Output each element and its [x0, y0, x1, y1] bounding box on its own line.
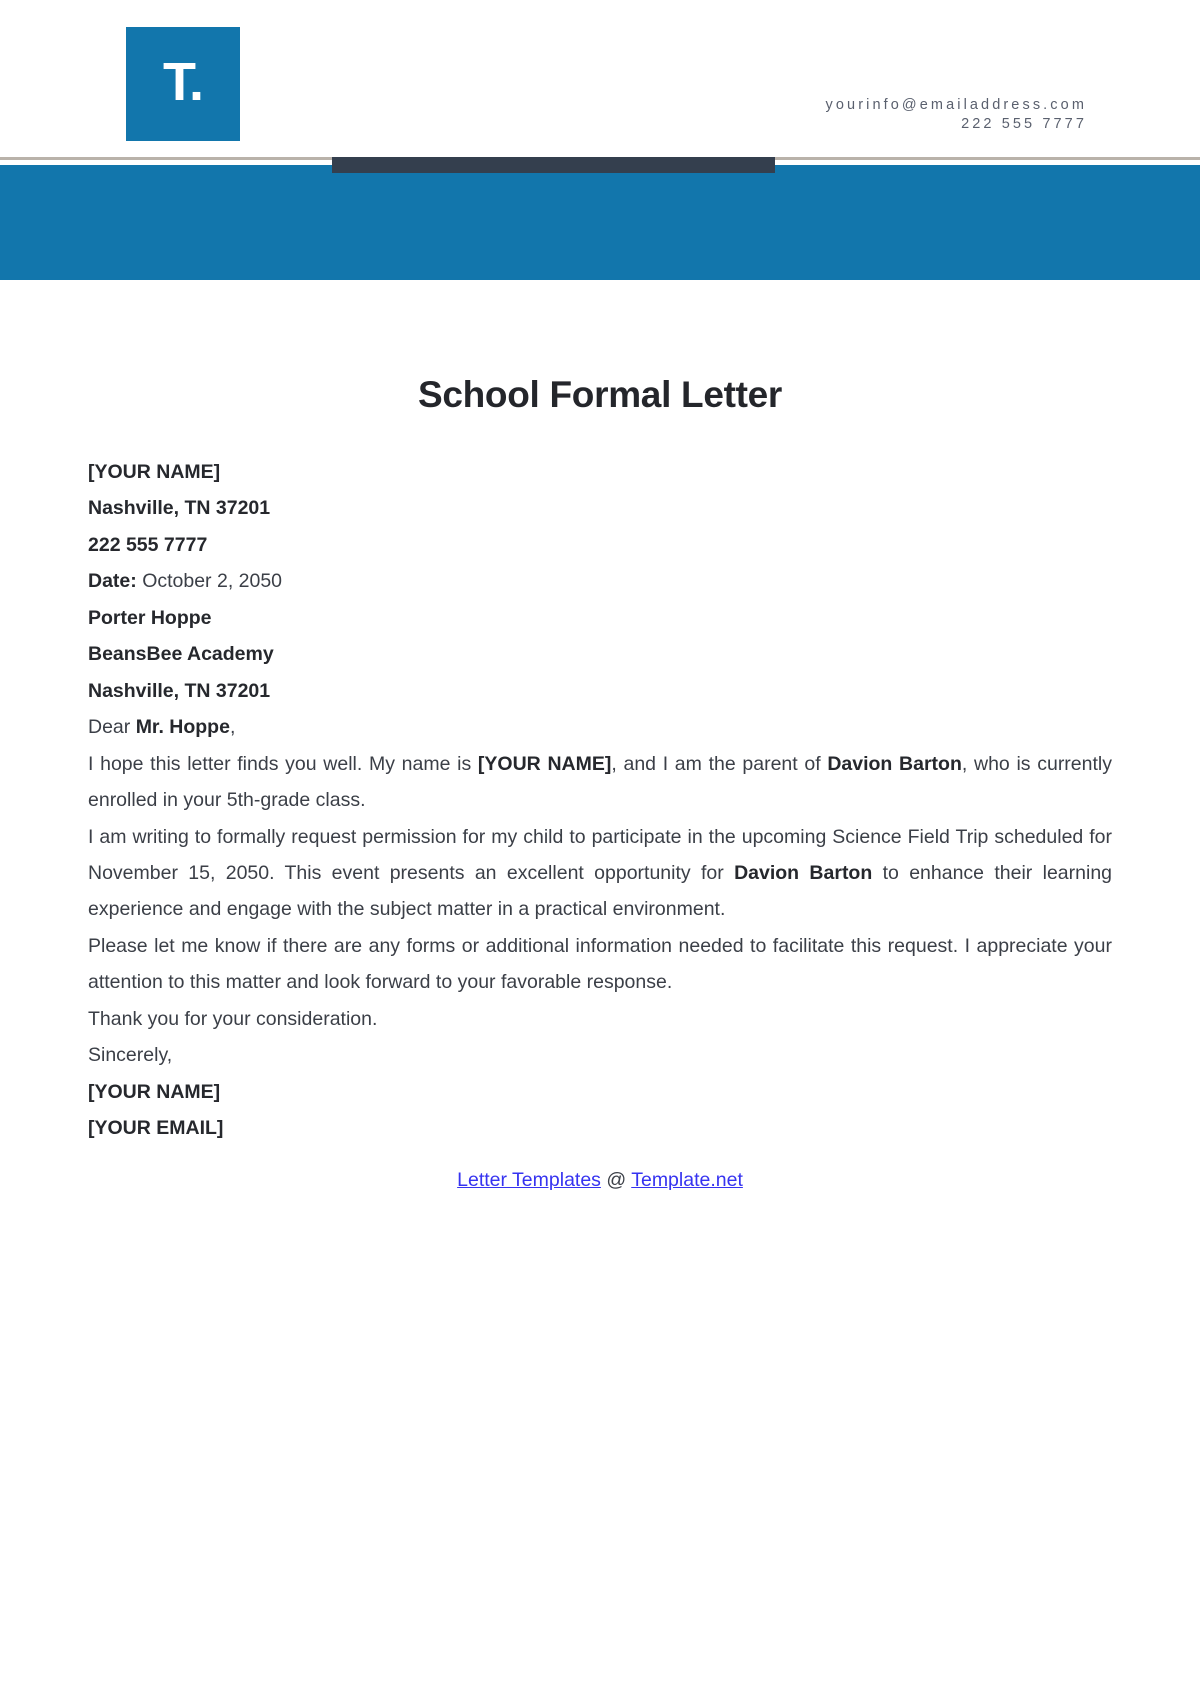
- paragraph-1-part-1: I hope this letter finds you well. My name is: [88, 752, 478, 775]
- brand-logo: [126, 27, 240, 141]
- recipient-city-state-zip: Nashville, TN 37201: [88, 679, 271, 702]
- salutation-prefix: Dear: [88, 716, 136, 739]
- paragraph-1-part-2: , and I am the parent of: [611, 752, 828, 775]
- banner-blue-bar: [0, 165, 1200, 280]
- template-net-link[interactable]: Template.net: [631, 1168, 743, 1191]
- footer-separator: @: [600, 1168, 632, 1191]
- letterhead-header: [0, 0, 1200, 165]
- signature-name: [YOUR NAME]: [88, 1080, 221, 1103]
- paragraph-2-part-1: I am writing to formally request permission for my child to participate in the upcoming Science Field Trip scheduled for November 15, 2050. This event presents an excellent opportunity for: [88, 825, 1112, 884]
- logo-letter-t: T.: [162, 52, 203, 112]
- paragraph-2-part-2: to enhance their learning experience and engage with the subject matter in a practical environment.: [88, 861, 1113, 921]
- page-title: School Formal Letter: [417, 374, 783, 415]
- salutation-suffix: ,: [229, 716, 236, 739]
- date-label: Date:: [88, 570, 137, 593]
- paragraph-1-bold-1: [YOUR NAME]: [477, 752, 612, 775]
- closing: Sincerely,: [88, 1044, 173, 1067]
- paragraph-2: [88, 819, 1112, 928]
- header-contact-info: [826, 96, 1087, 134]
- brand-banner: [0, 165, 1200, 280]
- date-value: October 2, 2050: [142, 570, 283, 593]
- date-line: [88, 563, 1112, 599]
- recipient-name: Porter Hoppe: [88, 606, 212, 629]
- paragraph-2-bold-1: Davion Barton: [734, 861, 873, 884]
- paragraph-4: Thank you for your consideration.: [88, 1007, 378, 1030]
- signature-email: [YOUR EMAIL]: [88, 1117, 224, 1140]
- paragraph-1: [88, 746, 1112, 819]
- letter-content: [0, 374, 1200, 1192]
- footer-attribution: [88, 1169, 1112, 1192]
- paragraph-3: Please let me know if there are any forms or additional information needed to facilitate this request. I appreciate your attention to this matter and look forward to your favorable response.: [88, 934, 1112, 994]
- salutation-name: Mr. Hoppe: [135, 716, 230, 739]
- sender-city-state-zip: Nashville, TN 37201: [88, 497, 271, 520]
- header-email: yourinfo@emailaddress.com: [825, 97, 1087, 113]
- sender-name: [YOUR NAME]: [88, 461, 221, 483]
- letter-body: [88, 454, 1112, 1147]
- letter-templates-link[interactable]: Letter Templates: [457, 1168, 601, 1191]
- banner-dark-accent: [332, 157, 775, 173]
- paragraph-1-bold-2: Davion Barton: [827, 752, 962, 775]
- recipient-organization: BeansBee Academy: [88, 643, 274, 666]
- paragraph-1-part-3: , who is currently enrolled in your 5th-grade class.: [88, 752, 1112, 812]
- sender-phone: 222 555 7777: [88, 533, 208, 556]
- header-phone: 222 555 7777: [961, 116, 1087, 133]
- salutation: [88, 709, 1112, 745]
